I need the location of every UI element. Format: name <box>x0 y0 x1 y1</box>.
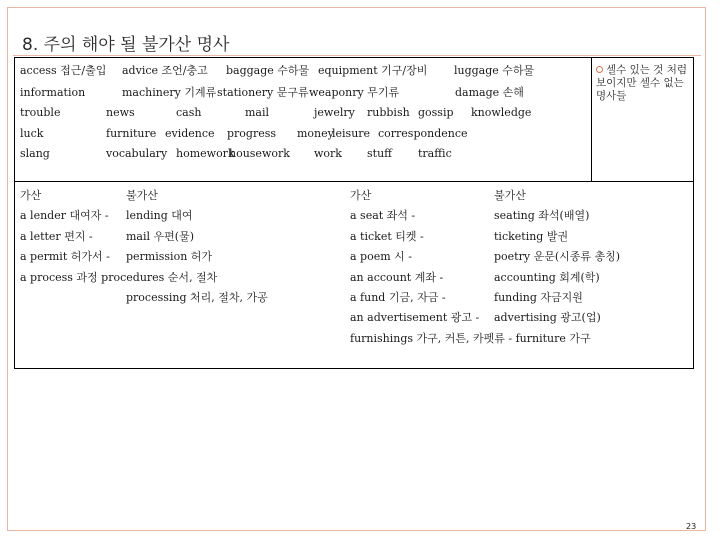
left-header-uncountable: 불가산 <box>126 189 158 202</box>
noun-jewelry: jewelry <box>314 106 355 119</box>
pair-fund: a fund 기금, 자금 - <box>350 291 446 304</box>
noun-weaponry: weaponry 무기류 <box>309 86 400 99</box>
page-number: 23 <box>686 522 697 531</box>
pair-advertisement: an advertisement 광고 - <box>350 311 480 324</box>
noun-traffic: traffic <box>418 147 452 160</box>
slide-title: 8. 주의 해야 될 불가산 명사 <box>22 35 230 55</box>
pair-lender: a lender 대여자 - <box>20 209 109 222</box>
pair-funding: funding 자금지원 <box>494 291 583 304</box>
pair-advertising: advertising 광고(업) <box>494 311 601 324</box>
noun-vocabulary: vocabulary <box>106 147 168 160</box>
noun-mail: mail <box>245 106 270 119</box>
pair-process: a process 과정 procedures 순서, 절차 <box>20 271 218 284</box>
right-header-countable: 가산 <box>350 189 372 202</box>
noun-luggage: luggage 수하물 <box>454 64 535 77</box>
noun-access: access 접근/출입 <box>20 64 107 77</box>
pair-permit: a permit 허가서 - <box>20 250 110 263</box>
noun-work: work <box>314 147 342 160</box>
noun-equipment: equipment 기구/장비 <box>318 64 428 77</box>
noun-gossip: gossip <box>418 106 454 119</box>
side-note-text: 셀수 있는 것 처럼 보이지만 셀수 없는 명사들 <box>596 64 688 102</box>
pair-account: an account 계좌 - <box>350 271 444 284</box>
pair-ticket: a ticket 티켓 - <box>350 230 424 243</box>
noun-damage: damage 손해 <box>455 86 524 99</box>
pair-mail: mail 우편(물) <box>126 230 194 243</box>
left-header-countable: 가산 <box>20 189 42 202</box>
pair-ticketing: ticketing 발권 <box>494 230 569 243</box>
noun-stuff: stuff <box>367 147 392 160</box>
pair-lending: lending 대여 <box>126 209 193 222</box>
noun-correspondence: correspondence <box>378 127 468 140</box>
noun-advice: advice 조언/충고 <box>122 64 208 77</box>
noun-progress: progress <box>227 127 277 140</box>
pair-accounting: accounting 회계(학) <box>494 271 600 284</box>
noun-machinery: machinery 기계류 <box>122 86 217 99</box>
noun-knowledge: knowledge <box>471 106 532 119</box>
noun-luck: luck <box>20 127 44 140</box>
noun-slang: slang <box>20 147 50 160</box>
noun-baggage: baggage 수하물 <box>226 64 310 77</box>
noun-cash: cash <box>176 106 202 119</box>
pair-letter: a letter 편지 - <box>20 230 93 243</box>
noun-money: money <box>297 127 334 140</box>
noun-news: news <box>106 106 135 119</box>
noun-leisure: leisure <box>332 127 371 140</box>
pair-seat: a seat 좌석 - <box>350 209 416 222</box>
noun-housework: housework <box>229 147 290 160</box>
bullet-icon <box>596 66 603 73</box>
noun-trouble: trouble <box>20 106 61 119</box>
note-divider <box>591 57 592 182</box>
title-underline <box>13 55 701 56</box>
noun-rubbish: rubbish <box>367 106 410 119</box>
noun-evidence: evidence <box>165 127 215 140</box>
side-note <box>596 64 691 103</box>
pair-seating: seating 좌석(배열) <box>494 209 590 222</box>
pair-processing: processing 처리, 절차, 가공 <box>126 291 268 304</box>
pair-furnishings: furnishings 가구, 커튼, 카펫류 - furniture 가구 <box>350 332 591 345</box>
noun-furniture: furniture <box>106 127 157 140</box>
right-header-uncountable: 불가산 <box>494 189 526 202</box>
noun-stationery: stationery 문구류 <box>217 86 309 99</box>
noun-homework: homework <box>176 147 235 160</box>
pair-poem: a poem 시 - <box>350 250 412 263</box>
noun-information: information <box>20 86 86 99</box>
pair-poetry: poetry 운문(시종류 총칭) <box>494 250 621 263</box>
pair-permission: permission 허가 <box>126 250 213 263</box>
